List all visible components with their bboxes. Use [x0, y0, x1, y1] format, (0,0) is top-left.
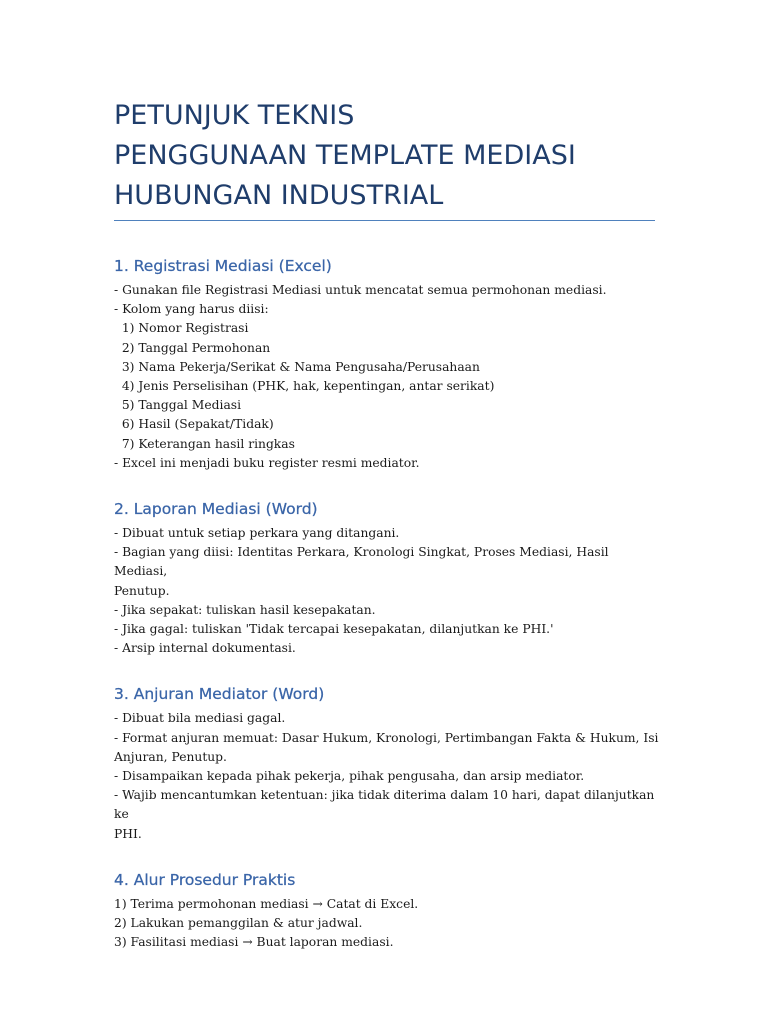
body-line: 2) Tanggal Permohonan	[114, 340, 271, 355]
body-line: - Disampaikan kepada pihak pekerja, pihak pengusaha, dan arsip mediator.	[114, 769, 585, 784]
section-heading: 1. Registrasi Mediasi (Excel)	[114, 257, 332, 275]
section-registrasi	[114, 256, 659, 473]
title-line: HUBUNGAN INDUSTRIAL	[114, 180, 444, 211]
body-line: Penutup.	[114, 583, 170, 598]
body-line: - Jika gagal: tuliskan 'Tidak tercapai kesepakatan, dilanjutkan ke PHI.'	[114, 622, 554, 637]
body-line: 5) Tanggal Mediasi	[114, 398, 242, 413]
body-line: - Dibuat bila mediasi gagal.	[114, 711, 286, 726]
body-line: 2) Lakukan pemanggilan & atur jadwal.	[114, 916, 363, 931]
body-line: - Arsip internal dokumentasi.	[114, 641, 296, 656]
document-body	[114, 256, 659, 978]
body-line: 1) Nomor Registrasi	[114, 321, 249, 336]
body-line: 7) Keterangan hasil ringkas	[114, 436, 295, 451]
body-line: - Excel ini menjadi buku register resmi mediator.	[114, 455, 420, 470]
title-divider	[114, 220, 655, 221]
body-line: - Gunakan file Registrasi Mediasi untuk mencatat semua permohonan mediasi.	[114, 283, 607, 297]
body-line: Anjuran, Penutup.	[114, 749, 227, 764]
section-heading: 2. Laporan Mediasi (Word)	[114, 500, 318, 519]
section-laporan	[114, 499, 659, 658]
title-line: PENGGUNAAN TEMPLATE MEDIASI	[114, 140, 576, 171]
section-heading: 4. Alur Prosedur Praktis	[114, 870, 296, 889]
section-alur	[114, 870, 659, 953]
body-line: PHI.	[114, 826, 142, 841]
body-line: 3) Fasilitasi mediasi → Buat laporan mediasi.	[114, 935, 394, 950]
body-line: 3) Nama Pekerja/Serikat & Nama Pengusaha/Perusahaan	[114, 359, 480, 374]
body-line: 1) Terima permohonan mediasi → Catat di Excel.	[114, 896, 419, 911]
body-line: - Wajib mencantumkan ketentuan: jika tidak diterima dalam 10 hari, dapat dilanjutkan ke	[114, 788, 659, 822]
body-line: - Format anjuran memuat: Dasar Hukum, Kronologi, Pertimbangan Fakta & Hukum, Isi	[114, 730, 659, 745]
body-line: - Bagian yang diisi: Identitas Perkara, Kronologi Singkat, Proses Mediasi, Hasil Mediasi,	[114, 545, 613, 579]
body-line: - Dibuat untuk setiap perkara yang ditangani.	[114, 526, 400, 541]
body-line: - Jika sepakat: tuliskan hasil kesepakatan.	[114, 602, 376, 617]
section-heading: 3. Anjuran Mediator (Word)	[114, 685, 325, 704]
title-line: PETUNJUK TEKNIS	[114, 100, 355, 131]
section-anjuran	[114, 684, 659, 843]
document-title	[114, 96, 674, 216]
body-line: 6) Hasil (Sepakat/Tidak)	[114, 417, 274, 432]
body-line: - Kolom yang harus diisi:	[114, 302, 269, 317]
body-line: 4) Jenis Perselisihan (PHK, hak, kepentingan, antar serikat)	[114, 379, 495, 394]
